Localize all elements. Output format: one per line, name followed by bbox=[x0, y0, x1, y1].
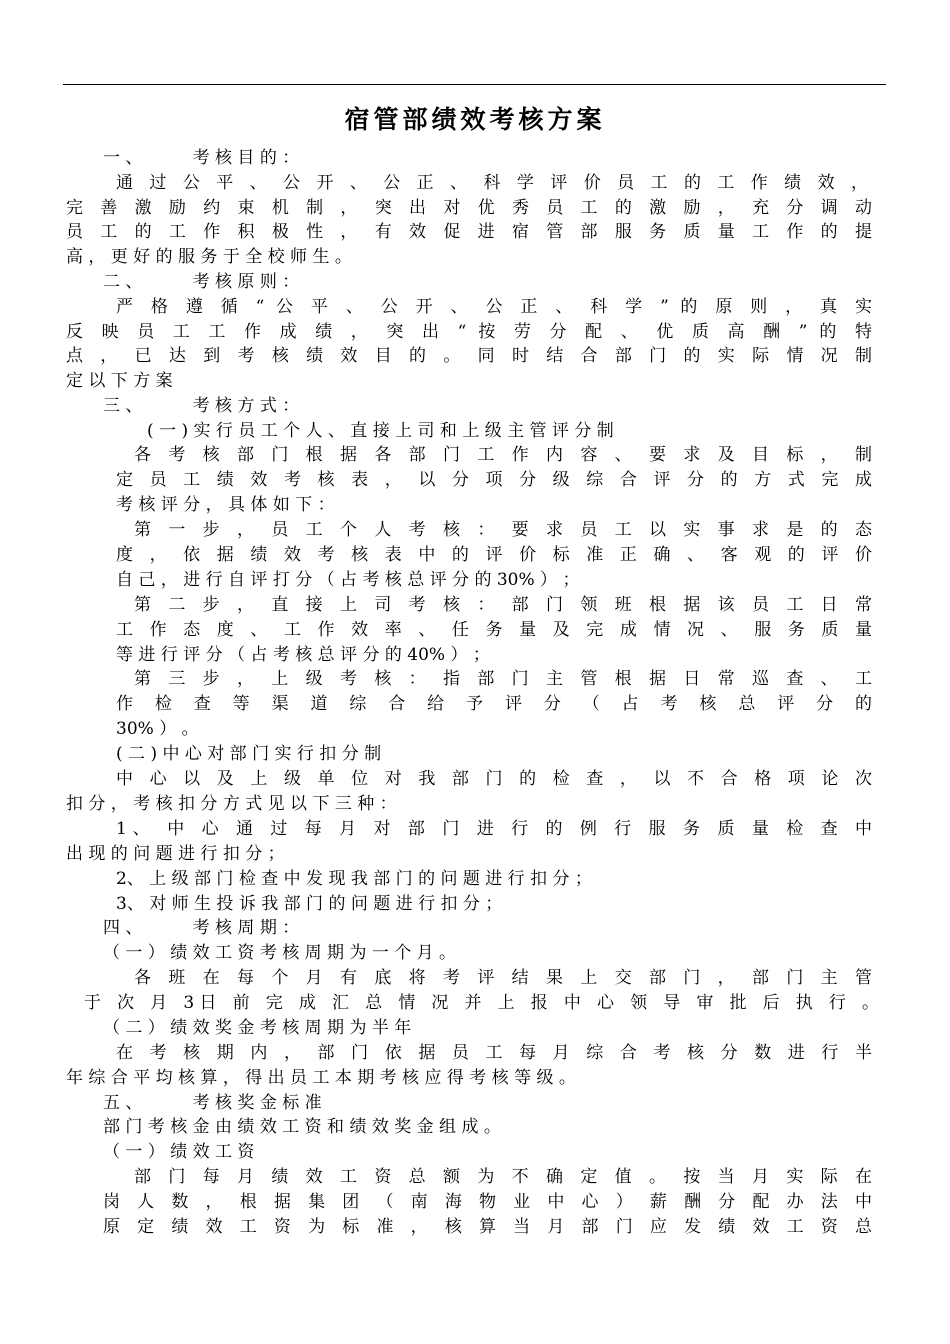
text-line: 2、 上 级 部 门 检 查 中 发 现 我 部 门 的 问 题 进 行 扣 分 ； bbox=[116, 869, 592, 889]
text-line: 岗 人 数 ， 根 据 集 团 （ 南 海 物 业 中 心 ） 薪 酬 分 配 办 法 中 bbox=[103, 1192, 872, 1212]
text-line: 3、 对 师 生 投 诉 我 部 门 的 问 题 进 行 扣 分 ； bbox=[116, 894, 503, 914]
text-line: 30% ） 。 bbox=[116, 719, 199, 739]
text-line: 五 、 考 核 奖 金 标 准 bbox=[103, 1093, 322, 1113]
text-line: 度 ， 依 据 绩 效 考 核 表 中 的 评 价 标 准 正 确 、 客 观 的 评 价 bbox=[116, 545, 872, 565]
text-line: 工 作 态 度 、 工 作 效 率 、 任 务 量 及 完 成 情 况 、 服 务 质 量 bbox=[116, 620, 872, 640]
text-line: 第 三 步 ， 上 级 考 核 ： 指 部 门 主 管 根 据 日 常 巡 查 、 工 bbox=[134, 669, 872, 689]
text-line: ( 二 ) 中 心 对 部 门 实 行 扣 分 制 bbox=[116, 744, 382, 764]
text-line: 在 考 核 期 内 ， 部 门 依 据 员 工 每 月 综 合 考 核 分 数 进 行 半 bbox=[116, 1043, 872, 1063]
text-line: 部 门 考 核 金 由 绩 效 工 资 和 绩 效 奖 金 组 成 。 bbox=[103, 1117, 501, 1137]
text-line: ( 一 ) 实 行 员 工 个 人 、 直 接 上 司 和 上 级 主 管 评 分 制 bbox=[147, 421, 614, 441]
text-line: 各 考 核 部 门 根 据 各 部 门 工 作 内 容 、 要 求 及 目 标 ， 制 bbox=[134, 445, 872, 465]
text-line: 四 、 考 核 周 期 ： bbox=[103, 918, 300, 938]
text-line: 员 工 的 工 作 积 极 性 ， 有 效 促 进 宿 管 部 服 务 质 量 工 作 的 提 bbox=[66, 222, 872, 242]
text-line: 自 己 ， 进 行 自 评 打 分 （ 占 考 核 总 评 分 的 30% ） ； bbox=[116, 570, 580, 590]
text-line: 部 门 每 月 绩 效 工 资 总 额 为 不 确 定 值 。 按 当 月 实 际 在 bbox=[134, 1167, 872, 1187]
text-line: 第 一 步 ， 员 工 个 人 考 核 ： 要 求 员 工 以 实 事 求 是 的 态 bbox=[134, 520, 872, 540]
text-line: （ 二 ） 绩 效 奖 金 考 核 周 期 为 半 年 bbox=[103, 1018, 412, 1038]
text-line: 二 、 考 核 原 则 ： bbox=[103, 272, 300, 292]
text-line: 1、 中 心 通 过 每 月 对 部 门 进 行 的 例 行 服 务 质 量 检 查 中 bbox=[116, 819, 872, 839]
text-line: 各 班 在 每 个 月 有 底 将 考 评 结 果 上 交 部 门 ， 部 门 主 管 bbox=[134, 968, 872, 988]
text-line: 定 以 下 方 案 bbox=[66, 371, 173, 391]
text-line: 第 二 步 ， 直 接 上 司 考 核 ： 部 门 领 班 根 据 该 员 工 日 常 bbox=[134, 595, 872, 615]
text-line: 于 次 月 3日 前 完 成 汇 总 情 况 并 上 报 中 心 领 导 审 批 后 执 行 。 bbox=[84, 993, 879, 1013]
text-line: 反 映 员 工 工 作 成 绩 ， 突 出 “ 按 劳 分 配 、 优 质 高 酬 ” 的 特 bbox=[66, 322, 872, 342]
text-line: 扣 分 ， 考 核 扣 分 方 式 见 以 下 三 种 ： bbox=[66, 794, 397, 814]
text-line: （ 一 ） 绩 效 工 资 考 核 周 期 为 一 个 月 。 bbox=[103, 943, 457, 963]
text-line: 一 、 考 核 目 的 ： bbox=[103, 148, 300, 168]
text-line: 出 现 的 问 题 进 行 扣 分 ； bbox=[66, 844, 285, 864]
text-line: 作 检 查 等 渠 道 综 合 给 予 评 分 （ 占 考 核 总 评 分 的 bbox=[116, 694, 872, 714]
text-line: 原 定 绩 效 工 资 为 标 准 ， 核 算 当 月 部 门 应 发 绩 效 工 资 总 bbox=[103, 1217, 872, 1237]
text-line: 严 格 遵 循 “ 公 平 、 公 开 、 公 正 、 科 学 ” 的 原 则 ， 真 实 bbox=[116, 297, 872, 317]
page-title: 宿管部绩效考核方案 bbox=[344, 105, 606, 134]
text-line: （ 一 ） 绩 效 工 资 bbox=[103, 1142, 255, 1162]
text-line: 定 员 工 绩 效 考 核 表 ， 以 分 项 分 级 综 合 评 分 的 方 式 完 成 bbox=[116, 470, 872, 490]
text-line: 高 ， 更 好 的 服 务 于 全 校 师 生 。 bbox=[66, 247, 352, 267]
text-line: 三 、 考 核 方 式 ： bbox=[103, 396, 300, 416]
text-line: 年 综 合 平 均 核 算 ， 得 出 员 工 本 期 考 核 应 得 考 核 等 级 。 bbox=[66, 1068, 576, 1088]
text-line: 通 过 公 平 、 公 开 、 公 正 、 科 学 评 价 员 工 的 工 作 绩 效 ， bbox=[116, 173, 868, 193]
text-line: 点 ， 已 达 到 考 核 绩 效 目 的 。 同 时 结 合 部 门 的 实 际 情 况 制 bbox=[66, 346, 872, 366]
text-line: 等 进 行 评 分 （ 占 考 核 总 评 分 的 40% ） ； bbox=[116, 645, 490, 665]
text-line: 中 心 以 及 上 级 单 位 对 我 部 门 的 检 查 ， 以 不 合 格 项 论 次 bbox=[116, 769, 872, 789]
text-line: 完 善 激 励 约 束 机 制 ， 突 出 对 优 秀 员 工 的 激 励 ， 充 分 调 动 bbox=[66, 198, 872, 218]
text-line: 考 核 评 分 ， 具 体 如 下 ： bbox=[116, 495, 335, 515]
header-rule bbox=[63, 84, 886, 85]
